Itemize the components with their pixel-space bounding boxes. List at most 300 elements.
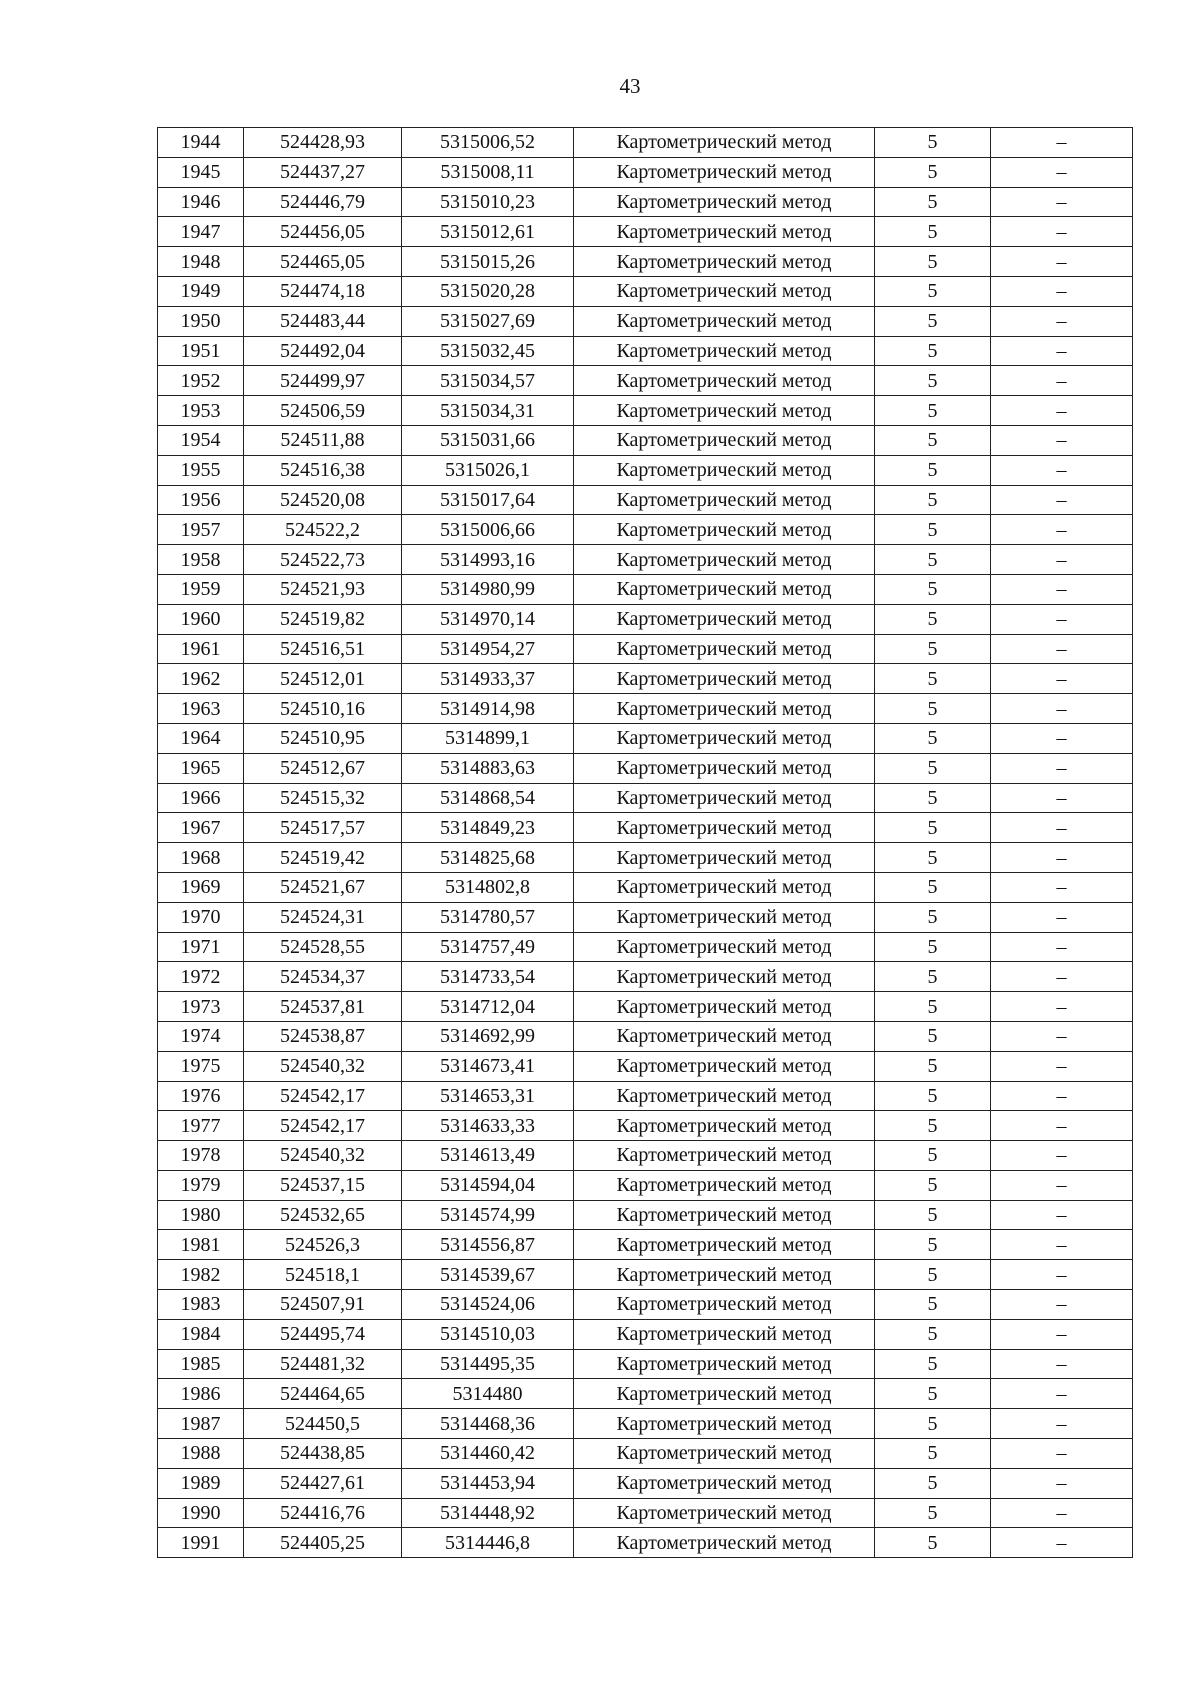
point-number-cell: 1968 bbox=[158, 843, 244, 873]
method-cell: Картометрический метод bbox=[574, 217, 875, 247]
point-number-cell: 1987 bbox=[158, 1409, 244, 1439]
y-coordinate-cell: 5314453,94 bbox=[402, 1468, 574, 1498]
table-row bbox=[158, 604, 1133, 634]
table-row bbox=[158, 1230, 1133, 1260]
accuracy-cell: 5 bbox=[875, 187, 991, 217]
x-coordinate-cell: 524446,79 bbox=[244, 187, 402, 217]
point-number-cell: 1972 bbox=[158, 962, 244, 992]
table-row bbox=[158, 515, 1133, 545]
y-coordinate-cell: 5314468,36 bbox=[402, 1409, 574, 1439]
y-coordinate-cell: 5314980,99 bbox=[402, 574, 574, 604]
description-cell: – bbox=[991, 634, 1133, 664]
point-number-cell: 1948 bbox=[158, 247, 244, 277]
table-row bbox=[158, 992, 1133, 1022]
table-row bbox=[158, 1021, 1133, 1051]
x-coordinate-cell: 524519,42 bbox=[244, 843, 402, 873]
method-cell: Картометрический метод bbox=[574, 1081, 875, 1111]
y-coordinate-cell: 5314993,16 bbox=[402, 545, 574, 575]
method-cell: Картометрический метод bbox=[574, 425, 875, 455]
y-coordinate-cell: 5315020,28 bbox=[402, 276, 574, 306]
y-coordinate-cell: 5314757,49 bbox=[402, 932, 574, 962]
y-coordinate-cell: 5314524,06 bbox=[402, 1290, 574, 1320]
coordinates-table-body bbox=[158, 128, 1133, 1558]
accuracy-cell: 5 bbox=[875, 1319, 991, 1349]
table-row bbox=[158, 932, 1133, 962]
point-number-cell: 1956 bbox=[158, 485, 244, 515]
y-coordinate-cell: 5314825,68 bbox=[402, 843, 574, 873]
description-cell: – bbox=[991, 1468, 1133, 1498]
y-coordinate-cell: 5315034,31 bbox=[402, 396, 574, 426]
point-number-cell: 1949 bbox=[158, 276, 244, 306]
point-number-cell: 1978 bbox=[158, 1141, 244, 1171]
y-coordinate-cell: 5314510,03 bbox=[402, 1319, 574, 1349]
method-cell: Картометрический метод bbox=[574, 1349, 875, 1379]
description-cell: – bbox=[991, 485, 1133, 515]
y-coordinate-cell: 5315008,11 bbox=[402, 157, 574, 187]
x-coordinate-cell: 524464,65 bbox=[244, 1379, 402, 1409]
accuracy-cell: 5 bbox=[875, 545, 991, 575]
method-cell: Картометрический метод bbox=[574, 1409, 875, 1439]
description-cell: – bbox=[991, 872, 1133, 902]
y-coordinate-cell: 5315015,26 bbox=[402, 247, 574, 277]
y-coordinate-cell: 5315010,23 bbox=[402, 187, 574, 217]
accuracy-cell: 5 bbox=[875, 396, 991, 426]
x-coordinate-cell: 524495,74 bbox=[244, 1319, 402, 1349]
method-cell: Картометрический метод bbox=[574, 932, 875, 962]
description-cell: – bbox=[991, 1170, 1133, 1200]
x-coordinate-cell: 524516,51 bbox=[244, 634, 402, 664]
x-coordinate-cell: 524528,55 bbox=[244, 932, 402, 962]
point-number-cell: 1963 bbox=[158, 694, 244, 724]
description-cell: – bbox=[991, 276, 1133, 306]
table-row bbox=[158, 128, 1133, 158]
method-cell: Картометрический метод bbox=[574, 1051, 875, 1081]
point-number-cell: 1951 bbox=[158, 336, 244, 366]
table-row bbox=[158, 217, 1133, 247]
table-row bbox=[158, 1528, 1133, 1558]
table-row bbox=[158, 1349, 1133, 1379]
y-coordinate-cell: 5314539,67 bbox=[402, 1260, 574, 1290]
accuracy-cell: 5 bbox=[875, 634, 991, 664]
accuracy-cell: 5 bbox=[875, 247, 991, 277]
point-number-cell: 1958 bbox=[158, 545, 244, 575]
method-cell: Картометрический метод bbox=[574, 128, 875, 158]
method-cell: Картометрический метод bbox=[574, 1439, 875, 1469]
accuracy-cell: 5 bbox=[875, 574, 991, 604]
y-coordinate-cell: 5315006,52 bbox=[402, 128, 574, 158]
x-coordinate-cell: 524521,93 bbox=[244, 574, 402, 604]
point-number-cell: 1966 bbox=[158, 783, 244, 813]
x-coordinate-cell: 524465,05 bbox=[244, 247, 402, 277]
description-cell: – bbox=[991, 992, 1133, 1022]
accuracy-cell: 5 bbox=[875, 753, 991, 783]
description-cell: – bbox=[991, 1319, 1133, 1349]
point-number-cell: 1947 bbox=[158, 217, 244, 247]
point-number-cell: 1950 bbox=[158, 306, 244, 336]
accuracy-cell: 5 bbox=[875, 1498, 991, 1528]
accuracy-cell: 5 bbox=[875, 694, 991, 724]
point-number-cell: 1986 bbox=[158, 1379, 244, 1409]
accuracy-cell: 5 bbox=[875, 515, 991, 545]
point-number-cell: 1981 bbox=[158, 1230, 244, 1260]
point-number-cell: 1990 bbox=[158, 1498, 244, 1528]
method-cell: Картометрический метод bbox=[574, 545, 875, 575]
y-coordinate-cell: 5315032,45 bbox=[402, 336, 574, 366]
table-row bbox=[158, 1319, 1133, 1349]
accuracy-cell: 5 bbox=[875, 962, 991, 992]
table-row bbox=[158, 694, 1133, 724]
accuracy-cell: 5 bbox=[875, 723, 991, 753]
x-coordinate-cell: 524499,97 bbox=[244, 366, 402, 396]
accuracy-cell: 5 bbox=[875, 1379, 991, 1409]
table-row bbox=[158, 1409, 1133, 1439]
point-number-cell: 1945 bbox=[158, 157, 244, 187]
point-number-cell: 1961 bbox=[158, 634, 244, 664]
point-number-cell: 1969 bbox=[158, 872, 244, 902]
description-cell: – bbox=[991, 1111, 1133, 1141]
description-cell: – bbox=[991, 157, 1133, 187]
description-cell: – bbox=[991, 723, 1133, 753]
x-coordinate-cell: 524481,32 bbox=[244, 1349, 402, 1379]
x-coordinate-cell: 524416,76 bbox=[244, 1498, 402, 1528]
accuracy-cell: 5 bbox=[875, 1081, 991, 1111]
description-cell: – bbox=[991, 217, 1133, 247]
method-cell: Картометрический метод bbox=[574, 1230, 875, 1260]
method-cell: Картометрический метод bbox=[574, 187, 875, 217]
x-coordinate-cell: 524538,87 bbox=[244, 1021, 402, 1051]
table-row bbox=[158, 1379, 1133, 1409]
description-cell: – bbox=[991, 694, 1133, 724]
point-number-cell: 1965 bbox=[158, 753, 244, 783]
y-coordinate-cell: 5314460,42 bbox=[402, 1439, 574, 1469]
method-cell: Картометрический метод bbox=[574, 962, 875, 992]
description-cell: – bbox=[991, 425, 1133, 455]
table-row bbox=[158, 1200, 1133, 1230]
description-cell: – bbox=[991, 1498, 1133, 1528]
description-cell: – bbox=[991, 247, 1133, 277]
description-cell: – bbox=[991, 1230, 1133, 1260]
description-cell: – bbox=[991, 753, 1133, 783]
description-cell: – bbox=[991, 1409, 1133, 1439]
description-cell: – bbox=[991, 783, 1133, 813]
method-cell: Картометрический метод bbox=[574, 783, 875, 813]
table-row bbox=[158, 187, 1133, 217]
point-number-cell: 1983 bbox=[158, 1290, 244, 1320]
description-cell: – bbox=[991, 1021, 1133, 1051]
method-cell: Картометрический метод bbox=[574, 574, 875, 604]
table-row bbox=[158, 1468, 1133, 1498]
method-cell: Картометрический метод bbox=[574, 992, 875, 1022]
y-coordinate-cell: 5314899,1 bbox=[402, 723, 574, 753]
x-coordinate-cell: 524521,67 bbox=[244, 872, 402, 902]
y-coordinate-cell: 5314446,8 bbox=[402, 1528, 574, 1558]
point-number-cell: 1982 bbox=[158, 1260, 244, 1290]
method-cell: Картометрический метод bbox=[574, 1379, 875, 1409]
description-cell: – bbox=[991, 1379, 1133, 1409]
description-cell: – bbox=[991, 902, 1133, 932]
method-cell: Картометрический метод bbox=[574, 1290, 875, 1320]
method-cell: Картометрический метод bbox=[574, 723, 875, 753]
y-coordinate-cell: 5314914,98 bbox=[402, 694, 574, 724]
y-coordinate-cell: 5314712,04 bbox=[402, 992, 574, 1022]
accuracy-cell: 5 bbox=[875, 485, 991, 515]
x-coordinate-cell: 524522,73 bbox=[244, 545, 402, 575]
description-cell: – bbox=[991, 1290, 1133, 1320]
table-row bbox=[158, 366, 1133, 396]
table-row bbox=[158, 664, 1133, 694]
x-coordinate-cell: 524532,65 bbox=[244, 1200, 402, 1230]
point-number-cell: 1971 bbox=[158, 932, 244, 962]
table-row bbox=[158, 1141, 1133, 1171]
accuracy-cell: 5 bbox=[875, 992, 991, 1022]
accuracy-cell: 5 bbox=[875, 455, 991, 485]
x-coordinate-cell: 524507,91 bbox=[244, 1290, 402, 1320]
accuracy-cell: 5 bbox=[875, 1409, 991, 1439]
y-coordinate-cell: 5314673,41 bbox=[402, 1051, 574, 1081]
accuracy-cell: 5 bbox=[875, 1290, 991, 1320]
method-cell: Картометрический метод bbox=[574, 1319, 875, 1349]
point-number-cell: 1957 bbox=[158, 515, 244, 545]
x-coordinate-cell: 524517,57 bbox=[244, 813, 402, 843]
y-coordinate-cell: 5315027,69 bbox=[402, 306, 574, 336]
x-coordinate-cell: 524537,81 bbox=[244, 992, 402, 1022]
table-row bbox=[158, 485, 1133, 515]
description-cell: – bbox=[991, 1349, 1133, 1379]
accuracy-cell: 5 bbox=[875, 1170, 991, 1200]
point-number-cell: 1967 bbox=[158, 813, 244, 843]
method-cell: Картометрический метод bbox=[574, 396, 875, 426]
description-cell: – bbox=[991, 336, 1133, 366]
table-row bbox=[158, 783, 1133, 813]
method-cell: Картометрический метод bbox=[574, 1260, 875, 1290]
x-coordinate-cell: 524540,32 bbox=[244, 1141, 402, 1171]
y-coordinate-cell: 5314448,92 bbox=[402, 1498, 574, 1528]
accuracy-cell: 5 bbox=[875, 217, 991, 247]
x-coordinate-cell: 524518,1 bbox=[244, 1260, 402, 1290]
description-cell: – bbox=[991, 962, 1133, 992]
accuracy-cell: 5 bbox=[875, 604, 991, 634]
point-number-cell: 1964 bbox=[158, 723, 244, 753]
accuracy-cell: 5 bbox=[875, 1051, 991, 1081]
accuracy-cell: 5 bbox=[875, 932, 991, 962]
description-cell: – bbox=[991, 1260, 1133, 1290]
x-coordinate-cell: 524437,27 bbox=[244, 157, 402, 187]
method-cell: Картометрический метод bbox=[574, 1468, 875, 1498]
point-number-cell: 1977 bbox=[158, 1111, 244, 1141]
method-cell: Картометрический метод bbox=[574, 247, 875, 277]
y-coordinate-cell: 5314574,99 bbox=[402, 1200, 574, 1230]
y-coordinate-cell: 5314933,37 bbox=[402, 664, 574, 694]
description-cell: – bbox=[991, 1200, 1133, 1230]
x-coordinate-cell: 524520,08 bbox=[244, 485, 402, 515]
method-cell: Картометрический метод bbox=[574, 1021, 875, 1051]
y-coordinate-cell: 5314802,8 bbox=[402, 872, 574, 902]
y-coordinate-cell: 5314883,63 bbox=[402, 753, 574, 783]
description-cell: – bbox=[991, 515, 1133, 545]
method-cell: Картометрический метод bbox=[574, 276, 875, 306]
method-cell: Картометрический метод bbox=[574, 1170, 875, 1200]
y-coordinate-cell: 5314970,14 bbox=[402, 604, 574, 634]
description-cell: – bbox=[991, 664, 1133, 694]
description-cell: – bbox=[991, 306, 1133, 336]
point-number-cell: 1959 bbox=[158, 574, 244, 604]
accuracy-cell: 5 bbox=[875, 1528, 991, 1558]
description-cell: – bbox=[991, 455, 1133, 485]
accuracy-cell: 5 bbox=[875, 336, 991, 366]
table-row bbox=[158, 157, 1133, 187]
x-coordinate-cell: 524534,37 bbox=[244, 962, 402, 992]
x-coordinate-cell: 524510,16 bbox=[244, 694, 402, 724]
y-coordinate-cell: 5315026,1 bbox=[402, 455, 574, 485]
method-cell: Картометрический метод bbox=[574, 753, 875, 783]
method-cell: Картометрический метод bbox=[574, 1528, 875, 1558]
x-coordinate-cell: 524506,59 bbox=[244, 396, 402, 426]
accuracy-cell: 5 bbox=[875, 1021, 991, 1051]
table-row bbox=[158, 425, 1133, 455]
x-coordinate-cell: 524522,2 bbox=[244, 515, 402, 545]
point-number-cell: 1952 bbox=[158, 366, 244, 396]
description-cell: – bbox=[991, 1081, 1133, 1111]
accuracy-cell: 5 bbox=[875, 783, 991, 813]
description-cell: – bbox=[991, 843, 1133, 873]
point-number-cell: 1974 bbox=[158, 1021, 244, 1051]
y-coordinate-cell: 5314594,04 bbox=[402, 1170, 574, 1200]
accuracy-cell: 5 bbox=[875, 276, 991, 306]
x-coordinate-cell: 524492,04 bbox=[244, 336, 402, 366]
table-row bbox=[158, 1081, 1133, 1111]
accuracy-cell: 5 bbox=[875, 1439, 991, 1469]
description-cell: – bbox=[991, 366, 1133, 396]
point-number-cell: 1946 bbox=[158, 187, 244, 217]
description-cell: – bbox=[991, 604, 1133, 634]
accuracy-cell: 5 bbox=[875, 872, 991, 902]
point-number-cell: 1989 bbox=[158, 1468, 244, 1498]
table-row bbox=[158, 1439, 1133, 1469]
description-cell: – bbox=[991, 128, 1133, 158]
table-row bbox=[158, 872, 1133, 902]
table-row bbox=[158, 1111, 1133, 1141]
point-number-cell: 1988 bbox=[158, 1439, 244, 1469]
method-cell: Картометрический метод bbox=[574, 664, 875, 694]
y-coordinate-cell: 5314868,54 bbox=[402, 783, 574, 813]
x-coordinate-cell: 524540,32 bbox=[244, 1051, 402, 1081]
y-coordinate-cell: 5314954,27 bbox=[402, 634, 574, 664]
point-number-cell: 1984 bbox=[158, 1319, 244, 1349]
accuracy-cell: 5 bbox=[875, 1141, 991, 1171]
x-coordinate-cell: 524515,32 bbox=[244, 783, 402, 813]
y-coordinate-cell: 5315006,66 bbox=[402, 515, 574, 545]
method-cell: Картометрический метод bbox=[574, 813, 875, 843]
x-coordinate-cell: 524474,18 bbox=[244, 276, 402, 306]
method-cell: Картометрический метод bbox=[574, 872, 875, 902]
method-cell: Картометрический метод bbox=[574, 634, 875, 664]
y-coordinate-cell: 5315031,66 bbox=[402, 425, 574, 455]
table-row bbox=[158, 723, 1133, 753]
y-coordinate-cell: 5314633,33 bbox=[402, 1111, 574, 1141]
table-row bbox=[158, 962, 1133, 992]
description-cell: – bbox=[991, 1528, 1133, 1558]
method-cell: Картометрический метод bbox=[574, 902, 875, 932]
description-cell: – bbox=[991, 1051, 1133, 1081]
method-cell: Картометрический метод bbox=[574, 1200, 875, 1230]
accuracy-cell: 5 bbox=[875, 366, 991, 396]
accuracy-cell: 5 bbox=[875, 1111, 991, 1141]
table-row bbox=[158, 634, 1133, 664]
method-cell: Картометрический метод bbox=[574, 306, 875, 336]
table-row bbox=[158, 1498, 1133, 1528]
table-row bbox=[158, 753, 1133, 783]
x-coordinate-cell: 524405,25 bbox=[244, 1528, 402, 1558]
method-cell: Картометрический метод bbox=[574, 694, 875, 724]
coordinates-table bbox=[157, 127, 1133, 1558]
accuracy-cell: 5 bbox=[875, 128, 991, 158]
x-coordinate-cell: 524524,31 bbox=[244, 902, 402, 932]
method-cell: Картометрический метод bbox=[574, 485, 875, 515]
description-cell: – bbox=[991, 396, 1133, 426]
method-cell: Картометрический метод bbox=[574, 455, 875, 485]
y-coordinate-cell: 5314613,49 bbox=[402, 1141, 574, 1171]
accuracy-cell: 5 bbox=[875, 902, 991, 932]
accuracy-cell: 5 bbox=[875, 425, 991, 455]
method-cell: Картометрический метод bbox=[574, 336, 875, 366]
y-coordinate-cell: 5314480 bbox=[402, 1379, 574, 1409]
point-number-cell: 1973 bbox=[158, 992, 244, 1022]
point-number-cell: 1944 bbox=[158, 128, 244, 158]
y-coordinate-cell: 5315012,61 bbox=[402, 217, 574, 247]
x-coordinate-cell: 524512,01 bbox=[244, 664, 402, 694]
description-cell: – bbox=[991, 574, 1133, 604]
table-row bbox=[158, 843, 1133, 873]
accuracy-cell: 5 bbox=[875, 1349, 991, 1379]
method-cell: Картометрический метод bbox=[574, 604, 875, 634]
accuracy-cell: 5 bbox=[875, 1468, 991, 1498]
point-number-cell: 1962 bbox=[158, 664, 244, 694]
y-coordinate-cell: 5314495,35 bbox=[402, 1349, 574, 1379]
description-cell: – bbox=[991, 813, 1133, 843]
accuracy-cell: 5 bbox=[875, 1260, 991, 1290]
point-number-cell: 1979 bbox=[158, 1170, 244, 1200]
point-number-cell: 1954 bbox=[158, 425, 244, 455]
method-cell: Картометрический метод bbox=[574, 366, 875, 396]
page-number: 43 bbox=[619, 74, 641, 98]
description-cell: – bbox=[991, 187, 1133, 217]
accuracy-cell: 5 bbox=[875, 1230, 991, 1260]
x-coordinate-cell: 524428,93 bbox=[244, 128, 402, 158]
y-coordinate-cell: 5315034,57 bbox=[402, 366, 574, 396]
y-coordinate-cell: 5315017,64 bbox=[402, 485, 574, 515]
table-row bbox=[158, 1170, 1133, 1200]
y-coordinate-cell: 5314653,31 bbox=[402, 1081, 574, 1111]
x-coordinate-cell: 524516,38 bbox=[244, 455, 402, 485]
point-number-cell: 1960 bbox=[158, 604, 244, 634]
table-row bbox=[158, 545, 1133, 575]
x-coordinate-cell: 524483,44 bbox=[244, 306, 402, 336]
table-row bbox=[158, 1051, 1133, 1081]
point-number-cell: 1955 bbox=[158, 455, 244, 485]
accuracy-cell: 5 bbox=[875, 843, 991, 873]
y-coordinate-cell: 5314692,99 bbox=[402, 1021, 574, 1051]
method-cell: Картометрический метод bbox=[574, 1498, 875, 1528]
point-number-cell: 1991 bbox=[158, 1528, 244, 1558]
table-row bbox=[158, 396, 1133, 426]
table-row bbox=[158, 574, 1133, 604]
accuracy-cell: 5 bbox=[875, 1200, 991, 1230]
x-coordinate-cell: 524438,85 bbox=[244, 1439, 402, 1469]
table-row bbox=[158, 813, 1133, 843]
accuracy-cell: 5 bbox=[875, 813, 991, 843]
table-row bbox=[158, 455, 1133, 485]
method-cell: Картометрический метод bbox=[574, 1141, 875, 1171]
